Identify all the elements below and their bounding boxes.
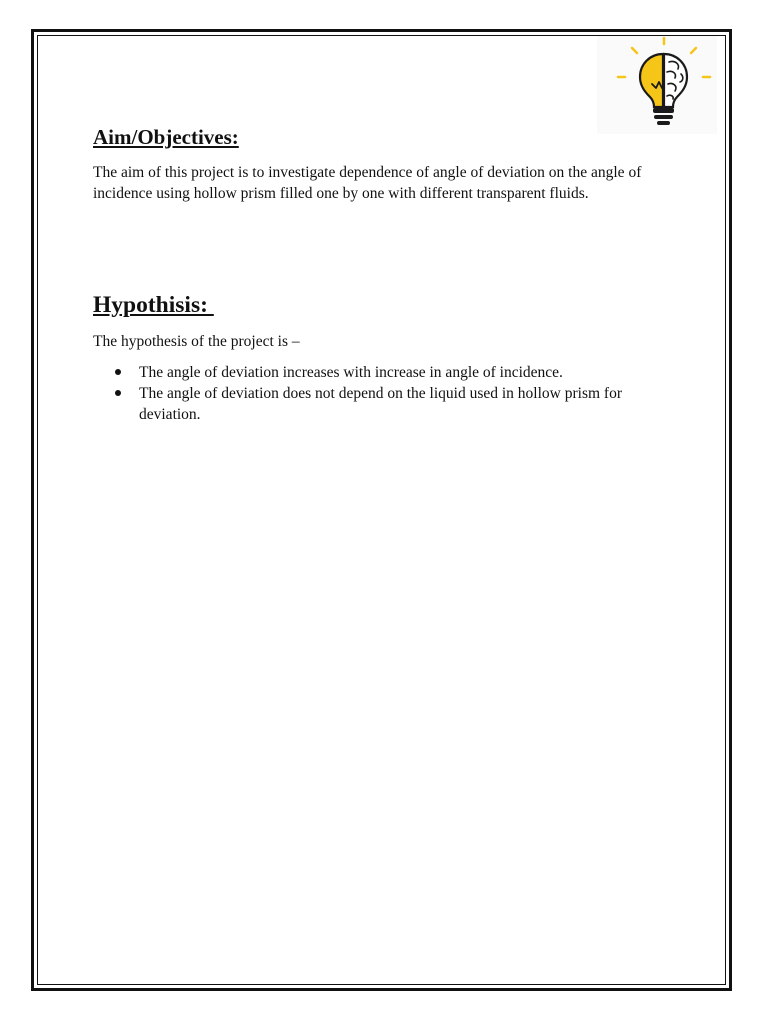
- aim-paragraph: The aim of this project is to investigate dependence of angle of deviation on the angle of incidence using hollow prism filled one by one with different transparent fluids.: [93, 164, 642, 202]
- hypothesis-intro: The hypothesis of the project is –: [93, 333, 300, 350]
- hypothesis-list: [93, 362, 653, 425]
- bullet-icon: [115, 369, 121, 375]
- list-item-text: The angle of deviation increases with increase in angle of incidence.: [139, 364, 563, 381]
- list-item: [93, 362, 653, 383]
- aim-heading: Aim/Objectives:: [93, 125, 239, 149]
- hypothesis-heading: Hypothisis:: [93, 292, 214, 318]
- bullet-icon: [115, 390, 121, 396]
- list-item: [93, 383, 653, 425]
- list-item-text: The angle of deviation does not depend on the liquid used in hollow prism for deviation.: [139, 385, 622, 423]
- lightbulb-brain-icon: [597, 36, 717, 134]
